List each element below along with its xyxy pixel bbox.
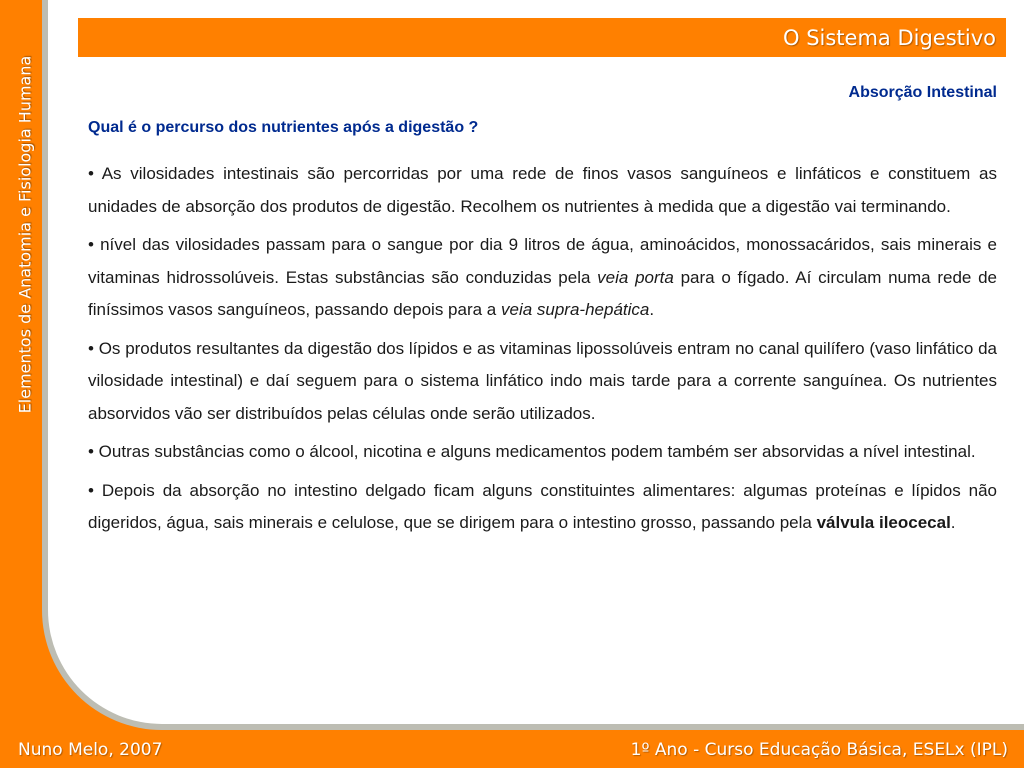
page-title: O Sistema Digestivo bbox=[782, 25, 996, 50]
term-valvula-ileocecal: válvula ileocecal bbox=[816, 513, 951, 532]
paragraph-text: para o fígado. Aí circulam numa rede de finíssimos vasos sanguíneos, passando depois para a bbox=[88, 267, 997, 319]
paragraph-text: nível das vilosidades passam para o sangue por dia 9 litros de água, aminoácidos, monossacáridos, sais minerais e vitaminas hidrossolúveis. Estas substâncias são conduzidas pela bbox=[88, 235, 997, 287]
question-heading: Qual é o percurso dos nutrientes após a digestão ? bbox=[88, 119, 479, 136]
paragraph-5 bbox=[88, 475, 997, 540]
footer-author: Nuno Melo, 2007 bbox=[18, 740, 163, 760]
paragraph-text: Outras substâncias como o álcool, nicotina e alguns medicamentos podem também ser absorvidas a nível intestinal. bbox=[93, 442, 976, 461]
bullet: • bbox=[88, 235, 94, 254]
bullet: • bbox=[88, 338, 94, 358]
term-veia-supra-hepatica: veia supra-hepática bbox=[500, 300, 650, 319]
sidebar-title bbox=[4, 34, 46, 434]
bullet: • bbox=[88, 480, 94, 500]
section-subtitle: Absorção Intestinal bbox=[848, 84, 997, 101]
paragraph-2 bbox=[88, 229, 997, 327]
slide-content bbox=[88, 158, 997, 546]
header-bar bbox=[78, 18, 1006, 57]
sidebar-title-text: Elementos de Anatomia e Fisiologia Humana bbox=[15, 55, 35, 413]
paragraph-3 bbox=[88, 333, 997, 431]
paragraph-text: Os produtos resultantes da digestão dos lípidos e as vitaminas lipossolúveis entram no canal quilífero (vaso linfático da vilosidade intestinal) e daí seguem para o sistema linfático indo mais tarde para a corrente sanguínea. Os nutrientes absorvidos vão ser distribuídos pelas células onde serão utilizados. bbox=[88, 338, 997, 423]
term-veia-porta: veia porta bbox=[597, 267, 674, 287]
bullet: • bbox=[88, 442, 94, 461]
paragraph-text: . bbox=[950, 513, 956, 532]
paragraph-text: Depois da absorção no intestino delgado ficam alguns constituintes alimentares: algumas proteínas e lípidos não digeridos, água, sais minerais e celulose, que se dirigem para o intestino grosso, passando pela bbox=[88, 480, 997, 532]
paragraph-4 bbox=[88, 436, 997, 469]
paragraph-text: . bbox=[649, 300, 655, 319]
paragraph-text: As vilosidades intestinais são percorridas por uma rede de finos vasos sanguíneos e linfáticos e constituem as unidades de absorção dos produtos de digestão. Recolhem os nutrientes à medida que a digestão vai terminando. bbox=[88, 164, 997, 216]
footer-course: 1º Ano - Curso Educação Básica, ESELx (IPL) bbox=[630, 740, 1008, 760]
paragraph-1 bbox=[88, 158, 997, 223]
bullet: • bbox=[88, 164, 94, 183]
